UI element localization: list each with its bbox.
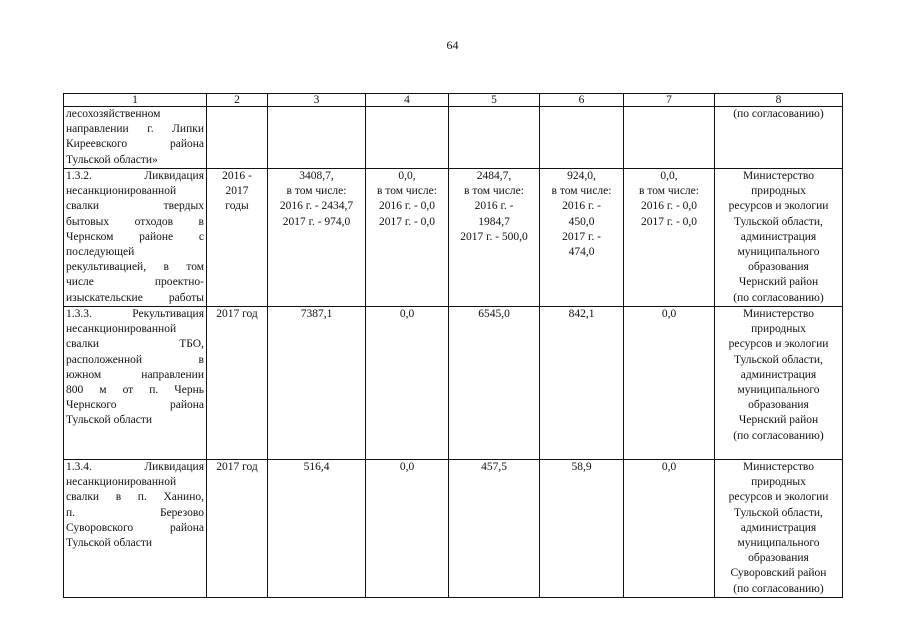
cell-line: 2017 [225,185,249,198]
cell-line: (по согласованию) [733,108,824,120]
cell-line: Министерство [743,308,814,320]
table-row [64,107,843,169]
cell-line: 0,0, [398,170,416,182]
cell-line: Тульской области, [734,506,823,519]
cell-line: образования [748,399,809,412]
cell-line: природных [751,185,806,198]
cell-line: 7387,1 [300,308,333,320]
description-line: изыскательские работы [66,291,204,304]
cell-line: Министерство [743,461,814,473]
cell-line: в том числе: [464,185,524,198]
cell-2 [207,460,268,598]
cell-line: 0,0 [399,461,415,473]
cell-5 [449,460,540,598]
description-line: Чернском районе с [66,230,204,243]
cell-line: 474,0 [568,246,595,259]
cell-line: 516,4 [303,461,330,473]
cell-line: (по согласованию) [733,291,824,304]
cell-line: (по согласованию) [733,582,824,595]
cell-8 [715,307,843,460]
cell-line: администрация [740,368,817,381]
cell-line: в том числе: [286,185,347,198]
program-table [63,93,843,598]
cell-line: 457,5 [481,461,507,473]
cell-line: муниципального [737,246,820,259]
header-col-4: 4 [366,94,449,107]
table-body [64,107,843,598]
cell-line: 2016 г. - 0,0 [378,200,436,213]
cell-line: 2017 год [216,308,258,320]
header-col-8: 8 [715,94,843,107]
cell-6 [540,460,624,598]
cell-7 [624,169,715,307]
cell-line: природных [751,476,806,489]
description-line: Тульской области» [66,153,158,166]
description-line: несанкционированной [66,476,177,489]
cell-line: Тульской области, [734,353,823,366]
description-line: Чернского района [66,399,204,412]
cell-line: 842,1 [568,308,595,320]
cell-line: природных [751,323,806,336]
cell-line: 2016 г. - 2434,7 [279,200,354,213]
cell-2 [207,107,268,169]
header-col-3: 3 [268,94,366,107]
cell-7 [624,460,715,598]
cell-4 [366,460,449,598]
cell-line: 0,0 [399,308,415,320]
description-line: бытовых отходов в [66,215,204,228]
cell-line: 450,0 [568,215,595,228]
description-line: последующей [66,246,135,259]
cell-6 [540,169,624,307]
cell-line: муниципального [737,537,820,550]
table-row [64,307,843,460]
cell-line: 2016 г. - 0,0 [640,200,698,213]
cell-line: муниципального [737,384,820,397]
table-row [64,460,843,598]
cell-description [64,460,207,598]
cell-4 [366,169,449,307]
description-line: 1.3.2. Ликвидация [66,170,204,182]
cell-5 [449,307,540,460]
cell-description [64,107,207,169]
cell-description [64,169,207,307]
cell-3 [268,460,366,598]
header-col-2: 2 [207,94,268,107]
table-row [64,169,843,307]
cell-line: 2017 г. - 974,0 [282,215,351,228]
description-line: свалки ТБО, [66,338,204,351]
cell-2 [207,307,268,460]
cell-line: 1984,7 [478,215,510,228]
description-line: 1.3.3. Рекультивация [66,308,204,320]
cell-line: Министерство [743,170,814,182]
cell-line: ресурсов и экологии [728,491,829,504]
cell-line: 2016 г. - [474,200,514,213]
cell-2 [207,169,268,307]
cell-6 [540,107,624,169]
cell-8 [715,169,843,307]
description-line: направлении г. Липки [66,123,204,136]
cell-description [64,307,207,460]
cell-line: 2016 - [222,170,252,182]
cell-line: образования [748,552,809,565]
page-number: 64 [446,38,459,52]
description-line: 1.3.4. Ликвидация [66,461,204,473]
cell-8 [715,107,843,169]
description-line: несанкционированной [66,323,177,336]
cell-3 [268,169,366,307]
description-line: свалки твердых [66,200,204,213]
cell-line: Суворовский район [730,567,827,580]
cell-5 [449,107,540,169]
cell-line: администрация [740,230,817,243]
cell-line: 2484,7, [476,170,512,182]
cell-6 [540,307,624,460]
description-line: Суворовского района [66,521,204,534]
description-line: несанкционированной [66,185,177,198]
description-line: числе проектно- [66,276,204,289]
description-line: южном направлении [66,368,204,381]
cell-7 [624,107,715,169]
cell-line: ресурсов и экологии [728,200,829,213]
cell-8 [715,460,843,598]
description-line: Тульской области [66,537,153,550]
description-line: рекультивацией, в том [66,261,204,274]
cell-line: 2017 г. - 500,0 [460,230,528,243]
cell-line: в том числе: [639,185,699,198]
description-line: расположенной в [66,353,204,366]
cell-7 [624,307,715,460]
cell-line: в том числе: [377,185,437,198]
header-col-1: 1 [64,94,207,107]
cell-line: образования [748,261,809,274]
cell-4 [366,107,449,169]
description-line: лесохозяйственном [66,108,161,120]
cell-line: в том числе: [551,185,612,198]
cell-line: 2017 г. - 0,0 [640,215,698,228]
cell-line: 0,0 [661,308,677,320]
header-row [64,94,843,107]
cell-4 [366,307,449,460]
cell-line: 2017 год [216,461,258,473]
cell-line: 58,9 [571,461,592,473]
header-col-7: 7 [624,94,715,107]
cell-5 [449,169,540,307]
cell-line: 6545,0 [478,308,510,320]
cell-line: администрация [740,521,817,534]
cell-line: годы [225,200,249,213]
description-line: Тульской области [66,414,153,427]
header-col-5: 5 [449,94,540,107]
cell-line: ресурсов и экологии [728,338,829,351]
cell-3 [268,307,366,460]
cell-line: 2017 г. - [562,230,601,243]
description-line: свалки в п. Ханино, [66,491,204,504]
cell-line: 924,0, [567,170,596,182]
cell-3 [268,107,366,169]
description-line: Киреевского района [66,138,204,151]
cell-line: Тульской области, [734,215,823,228]
cell-line: Чернский район [738,414,819,427]
header-col-6: 6 [540,94,624,107]
cell-line: 0,0, [660,170,678,182]
cell-line: 3408,7, [299,170,334,182]
cell-line: 2016 г. - [562,200,601,213]
cell-line: (по согласованию) [733,429,824,442]
cell-line: Чернский район [738,276,819,289]
description-line: п. Березово [66,506,204,519]
description-line: 800 м от п. Чернь [66,384,204,397]
cell-line: 2017 г. - 0,0 [378,215,436,228]
cell-line: 0,0 [661,461,677,473]
